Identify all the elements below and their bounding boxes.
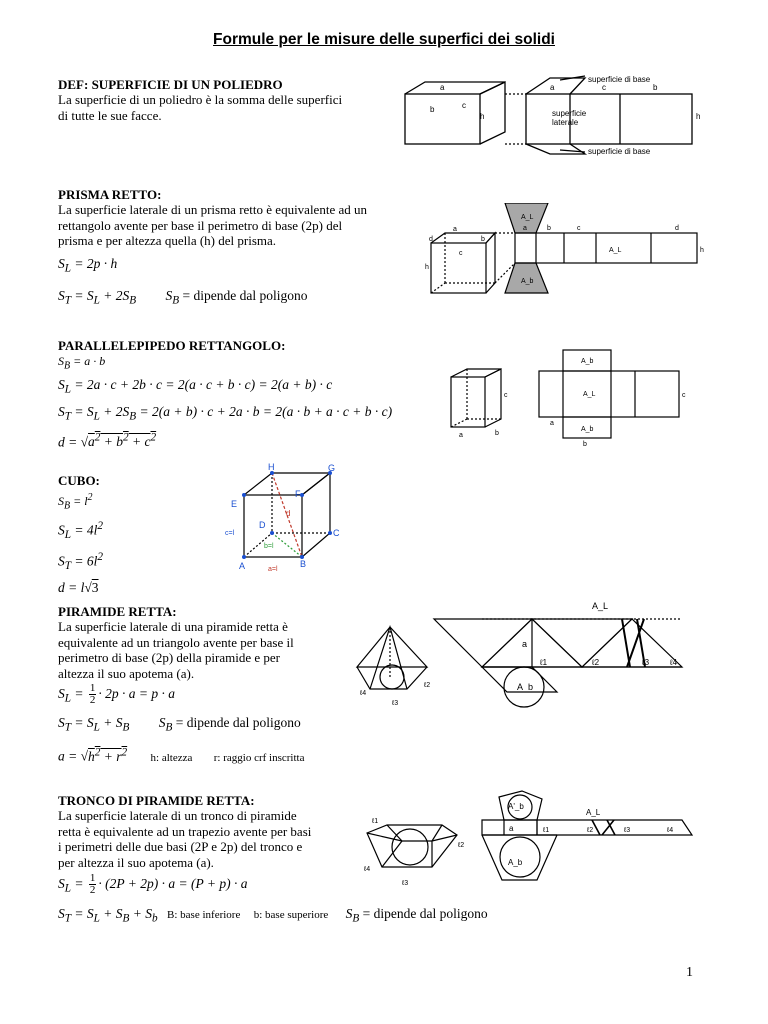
section-cubo [58,473,103,598]
poliedro-label-lat-2: laterale [552,118,579,127]
prisma-text-3: prisma e per altezza quella (h) del prisma. [58,233,277,248]
piramide-solid-l3: ℓ3 [392,700,399,707]
piramide-text-3: perimetro di base (2p) della piramide e per [58,650,280,665]
heading-cubo: CUBO: [58,473,100,488]
piramide-label-ab: A_b [517,682,534,692]
cubo-label-H: H [268,462,275,472]
prisma-label-ab: A_b [521,278,534,285]
prisma-formula-sl: $S_L = 2p \cdot h$ [58,255,118,275]
piramide-formula-a: $a = √h^2 + r^2$ h: altezza r: raggio crf inscritta [58,746,305,764]
poliedro-label-h: h [480,112,485,121]
cubo-label-B: B [300,559,307,569]
figure-prisma [423,203,713,303]
figure-piramide [352,597,707,712]
tronco-note-b: b: base superiore [253,908,329,921]
prisma-net-d: d [675,225,679,232]
heading-piramide: PIRAMIDE RETTA: [58,604,177,619]
prisma-formula-st: $S_T = S_L + 2S_B$ $S_B$ = dipende dal poligono [58,288,308,307]
parall-formula-sb: $S_B = a \cdot b$ [58,354,106,372]
tronco-label-ab2: A'_b [508,802,524,811]
tronco-label-a: a [509,824,514,833]
poliedro-net-label-a: a [550,83,555,92]
piramide-label-l2: ℓ2 [592,658,600,667]
parall-net-b: b [583,441,587,447]
cubo-formula-sb: $S_B = l^2$ [58,492,93,512]
tronco-label-l3: ℓ3 [624,827,631,834]
figure-cubo [224,460,349,575]
poliedro-label-base-top: superficie di base [588,75,651,84]
tronco-solid-l1: ℓ1 [372,818,379,825]
prisma-label-c: c [459,250,463,257]
prisma-net-a: a [523,225,527,232]
tronco-formula-sl: $S_L$ = $\frac{1}{2}$ · (2P + 2p) · a = (P + p) · a [58,872,248,897]
cubo-label-G: G [328,463,336,473]
parall-net-c: c [682,392,686,399]
parall-label-ab-bottom: A_b [581,426,594,433]
parall-label-b: b [495,430,499,437]
figure-poliedro [400,72,710,162]
poliedro-label-base-bottom: superficie di base [588,147,651,156]
poliedro-net-label-c: c [602,83,606,92]
piramide-formula-st: $S_T = S_L + S_B$ $S_B$ = dipende dal poligono [58,714,301,734]
tronco-text-1: La superficie laterale di un tronco di piramide [58,808,297,823]
piramide-label-a: a [522,639,528,649]
tronco-formula-st: $S_T = S_L + S_B + S_b$ B: base inferiore b: base superiore $S_B$ = dipende dal poligono [58,905,488,925]
tronco-label-al: A_L [586,808,601,817]
tronco-text-4: per altezza il suo apotema (a). [58,854,214,870]
tronco-text-2: retta è equivalente ad un trapezio avente per basi [58,823,312,839]
piramide-label-l1: ℓ1 [540,658,548,667]
cubo-formula-sl: $S_L = 4l^2$ [58,520,104,542]
parall-label-a: a [459,432,463,439]
figure-parallelepipedo [447,347,692,447]
poliedro-net-label-b: b [653,83,658,92]
cubo-label-D: D [259,520,266,530]
cubo-label-A: A [239,561,246,571]
poliedro-label-c: c [462,101,466,110]
section-prisma [58,187,367,312]
tronco-label-l2: ℓ2 [587,827,594,834]
piramide-label-l3: ℓ3 [642,658,650,667]
cubo-label-d: d [286,509,291,518]
poliedro-text-1: La superficie di un poliedro è la somma delle superfici [58,92,343,107]
prisma-label-al-top: A_L [521,214,534,221]
piramide-note-r: r: raggio crf inscritta [213,751,305,764]
tronco-note-B: B: base inferiore [167,908,241,921]
cubo-label-F: F [295,489,301,499]
prisma-label-b: b [481,236,485,243]
figure-tronco [362,785,707,895]
prisma-net-c: c [577,225,581,232]
parall-formula-d: $d = √a^2 + b^2 + c^2$ [58,431,157,450]
tronco-label-l1: ℓ1 [543,827,550,834]
cubo-formula-st: $S_T = 6l^2$ [58,550,104,572]
tronco-solid-l2: ℓ2 [458,842,465,849]
heading-prisma: PRISMA RETTO: [58,187,162,202]
parall-label-ab-top: A_b [581,358,594,365]
cubo-label-a: a=l [268,566,278,573]
cubo-label-b: b=l [264,543,274,550]
poliedro-text-2: di tutte le sue facce. [58,107,162,123]
piramide-note-h: h: altezza [150,751,193,764]
piramide-label-l4: ℓ4 [670,658,678,667]
prisma-net-al: A_L [609,247,622,254]
prisma-net-h: h [700,247,704,254]
tronco-label-ab: A_b [508,858,523,867]
cubo-label-c: c=l [225,530,235,537]
cubo-label-C: C [333,528,340,538]
tronco-solid-l4: ℓ4 [364,866,371,873]
piramide-label-al: A_L [592,601,609,611]
heading-tronco: TRONCO DI PIRAMIDE RETTA: [58,793,255,808]
prisma-label-h: h [425,264,429,271]
poliedro-net-label-h: h [696,112,701,121]
tronco-label-l4: ℓ4 [667,827,674,834]
prisma-label-d: d [429,236,433,243]
piramide-solid-l4: ℓ4 [360,690,367,697]
tronco-text-3: i perimetri delle due basi (2P e 2p) del tronco e [58,839,303,854]
section-parallelepipedo [58,338,392,452]
poliedro-label-b: b [430,105,435,114]
section-piramide [58,604,304,769]
piramide-text-2: equivalente ad un triangolo avente per base il [58,634,294,650]
prisma-net-b: b [547,225,551,232]
piramide-text-1: La superficie laterale di una piramide retta è [58,619,288,634]
parall-formula-st: $S_T = S_L + 2S_B = 2(a + b) \cdot c + 2a \cdot b = 2(a \cdot b + a \cdot c + b \cdot c)$ [58,404,393,423]
page-title: Formule per le misure delle superfici dei solidi [213,31,555,48]
parall-net-a: a [550,420,554,427]
cubo-label-E: E [231,499,238,509]
piramide-text-4: altezza il suo apotema (a). [58,665,195,681]
prisma-label-a: a [453,226,457,233]
heading-poliedro: DEF: SUPERFICIE DI UN POLIEDRO [58,77,283,92]
prisma-text-1: La superficie laterale di un prisma retto è equivalente ad un [58,202,367,217]
section-poliedro [58,77,342,123]
heading-parallelepipedo: PARALLELEPIPEDO RETTANGOLO: [58,338,286,353]
parall-label-al: A_L [583,391,596,398]
parall-formula-sl: $S_L = 2a \cdot c + 2b \cdot c = 2(a \cdot c + b \cdot c) = 2(a + b) \cdot c$ [58,377,333,397]
piramide-formula-sl: $S_L$ = $\frac{1}{2}$ · 2p · a = p · a [58,682,176,707]
cubo-formula-d: d = l√3 [58,579,99,595]
prisma-text-2: rettangolo avente per base il perimetro di base (2p) del [58,217,343,233]
page-number: 1 [686,965,693,980]
poliedro-label-a: a [440,83,445,92]
tronco-solid-l3: ℓ3 [402,880,409,887]
piramide-solid-l2: ℓ2 [424,682,431,689]
poliedro-label-lat-1: superficie [552,109,587,118]
parall-label-c: c [504,392,508,399]
